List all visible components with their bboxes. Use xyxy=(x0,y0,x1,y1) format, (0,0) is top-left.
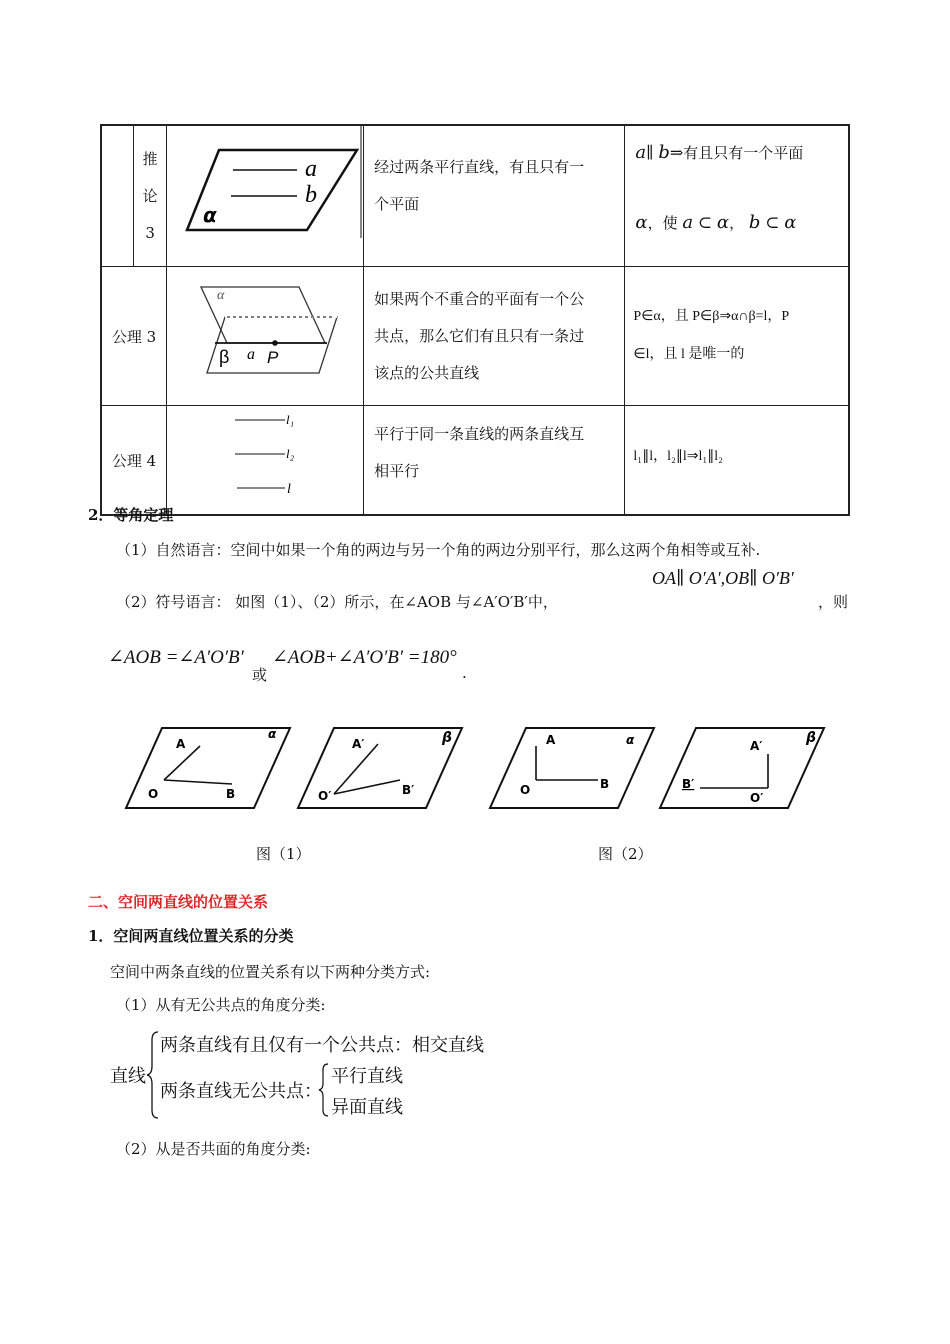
row-label-axiom3: 公理 3 xyxy=(101,267,167,406)
axiom-table xyxy=(100,124,850,516)
row-label-char: 推 xyxy=(142,149,158,168)
row-indent-cell xyxy=(101,125,134,267)
sym-alpha2: α xyxy=(716,212,730,233)
paragraph-intro: 空间中两条直线的位置关系有以下两种分类方式: xyxy=(110,963,431,981)
label-alpha: α xyxy=(217,288,225,303)
intersecting-planes-figure xyxy=(167,267,363,401)
sym-implies: ⇒ xyxy=(669,143,684,162)
row-label-corollary3 xyxy=(134,125,167,267)
label-O-prime: O′ xyxy=(750,791,764,805)
tree-leaf-skew: 异面直线 xyxy=(331,1097,403,1118)
sym-mid: ，使 xyxy=(647,214,678,232)
row-label-char: 论 xyxy=(142,186,158,205)
label-A-prime: A′ xyxy=(352,737,365,751)
label-alpha: α xyxy=(626,733,635,747)
section-heading-red: 二、空间两直线的位置关系 xyxy=(88,893,269,911)
text-cell xyxy=(364,125,625,267)
text-line: 相平行 xyxy=(374,462,420,480)
paragraph-classify-1: （1）从有无公共点的角度分类: xyxy=(116,996,326,1014)
equation-equal: ∠AOB =∠A′O′B′ xyxy=(108,647,244,668)
row-label-char: 3 xyxy=(145,223,155,242)
parallel-lines-plane-figure xyxy=(167,126,363,262)
equation-or: 或 xyxy=(252,666,268,684)
label-a: a xyxy=(305,156,318,182)
text-cell xyxy=(364,406,625,516)
text-line: 如果两个不重合的平面有一个公 xyxy=(374,289,585,308)
symbol-line: ∈l，且 l 是唯一的 xyxy=(633,347,745,362)
section-heading-equal-angle: 2．等角定理 xyxy=(88,506,174,524)
equal-angle-figures xyxy=(120,722,840,818)
paragraph-classify-2: （2）从是否共面的角度分类: xyxy=(116,1140,311,1158)
sym-comma: ， xyxy=(729,214,745,232)
tree-branch-nocommon: 两条直线无公共点： xyxy=(160,1081,322,1102)
label-A-prime: A′ xyxy=(750,739,763,753)
sym-alpha: α xyxy=(635,212,648,233)
tree-leaf-parallel: 平行直线 xyxy=(331,1066,403,1087)
parallel-lines-figure xyxy=(167,406,363,510)
text-cell xyxy=(364,267,625,406)
label-beta: β xyxy=(806,730,817,746)
label-O: O xyxy=(520,783,531,797)
label-beta: β xyxy=(442,730,453,746)
section-heading-classification: 1．空间两直线位置关系的分类 xyxy=(88,927,294,945)
tree-brace-main xyxy=(146,1030,160,1120)
tree-brace-sub xyxy=(318,1062,330,1118)
label-beta: β xyxy=(219,347,230,367)
figure-cell xyxy=(167,267,364,406)
sym-a: a xyxy=(635,142,647,163)
sym-alpha3: α xyxy=(784,212,797,233)
symbol-cell xyxy=(625,267,849,406)
label-B: B xyxy=(600,777,610,791)
text-line: 平行于同一条直线的两条直线互 xyxy=(374,425,585,443)
table-row xyxy=(101,267,849,406)
caption-fig1: 图（1） xyxy=(256,845,311,863)
tree-root: 直线 xyxy=(110,1066,146,1087)
sym-subset1: ⊂ xyxy=(697,213,713,233)
label-alpha: α xyxy=(268,727,277,741)
paragraph-suffix: ，则 xyxy=(818,593,849,611)
caption-fig2: 图（2） xyxy=(598,845,653,863)
figure-cell xyxy=(167,406,364,516)
table-row xyxy=(101,406,849,516)
label-B: B xyxy=(226,787,236,801)
label-b: b xyxy=(305,182,318,208)
math-parallel-condition: OA∥ O′A′,OB∥ O′B′ xyxy=(652,568,794,588)
label-O-prime: O′ xyxy=(318,789,332,803)
label-a: a xyxy=(247,346,256,363)
sym-a2: a xyxy=(682,212,694,233)
row-label-axiom4: 公理 4 xyxy=(101,406,167,516)
label-B-prime: B′ xyxy=(402,783,415,797)
figure-cell xyxy=(167,125,364,267)
text-line: 共点，那么它们有且只有一条过 xyxy=(374,326,585,345)
point-P xyxy=(272,340,278,346)
label-l: l xyxy=(287,482,291,497)
label-O: O xyxy=(148,787,159,801)
symbol-cell xyxy=(625,406,849,516)
plane-beta-2 xyxy=(660,728,824,808)
text-line: 经过两条平行直线，有且只有一 xyxy=(374,158,585,176)
symbol-cell xyxy=(625,125,849,267)
sym-parallel: ∥ xyxy=(646,143,654,162)
paragraph-symbol-language: （2）符号语言： 如图（1）、（2）所示，在∠AOB 与∠A′O′B′中， xyxy=(116,593,558,611)
text-line: 该点的公共直线 xyxy=(374,363,480,382)
label-A: A xyxy=(176,737,186,751)
paragraph-natural-language: （1）自然语言：空间中如果一个角的两边与另一个角的两边分别平行，那么这两个角相等或互补. xyxy=(116,541,761,559)
sym-subset2: ⊂ xyxy=(765,213,780,233)
label-l2: l₂ xyxy=(286,446,295,461)
equation-end: . xyxy=(462,664,467,682)
tree-branch-intersect: 两条直线有且仅有一个公共点：相交直线 xyxy=(160,1035,484,1056)
equation-supplementary: ∠AOB+∠A′O′B′ =180° xyxy=(272,647,457,668)
symbol-line: P∈α，且 P∈β⇒α∩β=l，P xyxy=(633,309,790,324)
symbol-line: l₁∥l，l₂∥l⇒l₁∥l₂ xyxy=(633,449,724,464)
label-A: A xyxy=(546,733,556,747)
label-alpha: α xyxy=(203,203,217,227)
sym-tail: 有且只有一个平面 xyxy=(683,144,804,162)
text-line: 个平面 xyxy=(374,195,420,213)
label-B-prime: B′ xyxy=(682,777,695,791)
table-row xyxy=(101,125,849,267)
sym-b2: b xyxy=(748,212,761,233)
label-l1: l₁ xyxy=(286,412,295,427)
sym-b: b xyxy=(658,142,670,163)
label-P: P xyxy=(267,348,279,367)
